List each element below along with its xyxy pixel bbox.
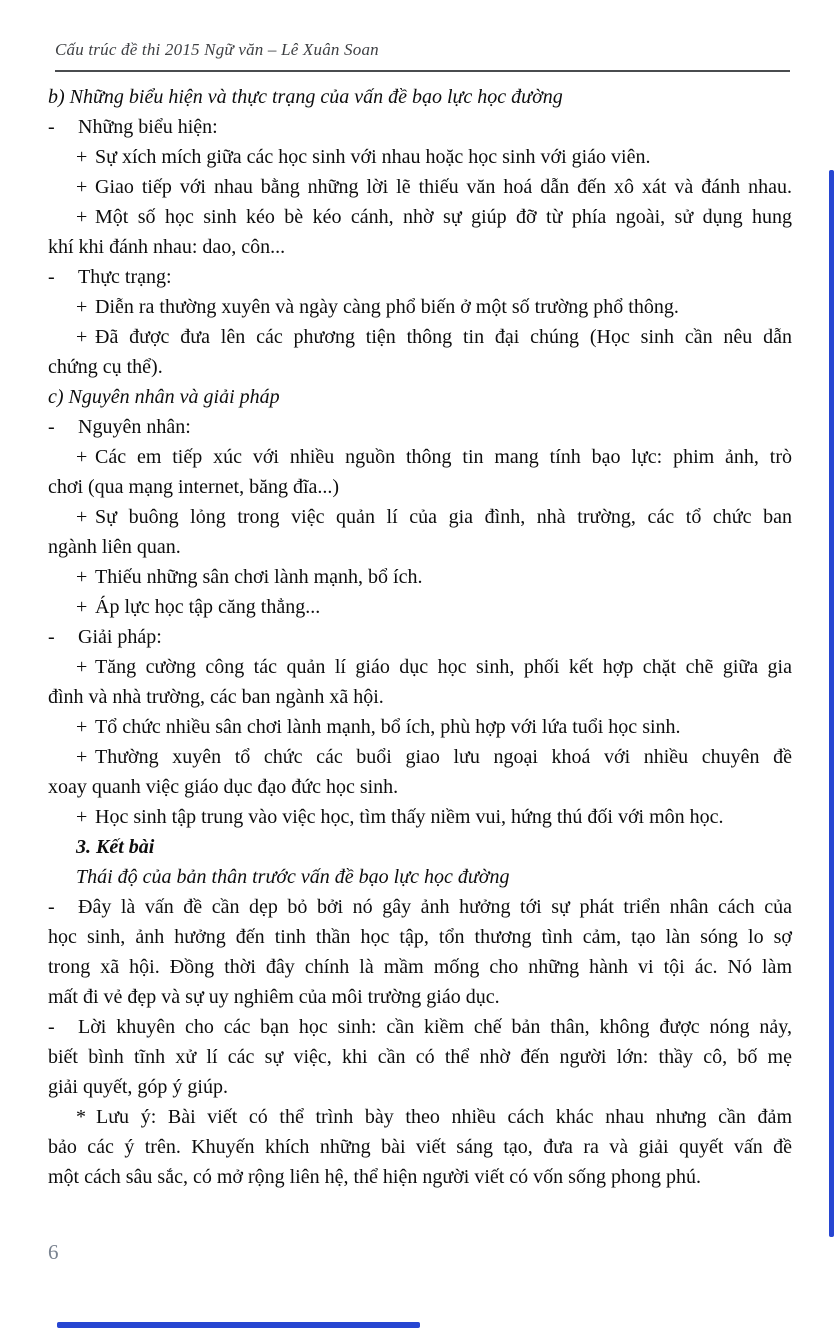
text-line: [48, 1162, 792, 1192]
list-marker: +: [76, 596, 88, 618]
horizontal-scrollbar-thumb[interactable]: [57, 1322, 420, 1328]
line-text: một cách sâu sắc, có mở rộng liên hệ, thể hiện người viết có vốn sống phong phú.: [48, 1166, 701, 1188]
text-line: [48, 952, 792, 982]
text-line: [48, 1012, 792, 1042]
text-line: [48, 172, 792, 202]
list-marker: +: [76, 326, 88, 348]
text-line: [48, 982, 792, 1012]
line-text: Thực trạng:: [78, 266, 172, 288]
list-marker: -: [48, 416, 55, 438]
line-text: ngành liên quan.: [48, 536, 181, 558]
text-line: [48, 862, 792, 892]
text-line: [48, 832, 792, 862]
line-text: Đã được đưa lên các phương tiện thông tin đại chúng (Học sinh cần nêu dẫn: [95, 326, 792, 348]
text-line: [48, 292, 792, 322]
line-text: Lưu ý: Bài viết có thể trình bày theo nhiều cách khác nhau nhưng cần đảm: [96, 1106, 792, 1128]
list-marker: *: [76, 1106, 86, 1128]
line-text: Thiếu những sân chơi lành mạnh, bổ ích.: [95, 566, 423, 588]
line-text: Sự buông lỏng trong việc quản lí của gia đình, nhà trường, các tổ chức ban: [95, 506, 792, 528]
text-line: [48, 802, 792, 832]
list-marker: +: [76, 146, 88, 168]
text-line: [48, 232, 792, 262]
text-line: [48, 502, 792, 532]
line-text: Các em tiếp xúc với nhiều nguồn thông tin mang tính bạo lực: phim ảnh, trò: [95, 446, 792, 468]
text-line: [48, 202, 792, 232]
line-text: Những biểu hiện:: [78, 116, 218, 138]
line-text: Học sinh tập trung vào việc học, tìm thấy niềm vui, hứng thú đối với môn học.: [95, 806, 724, 828]
page-number: 6: [48, 1240, 59, 1264]
line-text: Đây là vấn đề cần dẹp bỏ bởi nó gây ảnh hưởng tới sự phát triển nhân cách của: [78, 896, 792, 918]
header-rule: [55, 70, 790, 72]
line-text: học sinh, ảnh hưởng đến tinh thần học tập, tổn thương tình cảm, tạo làn sóng lo sợ: [48, 926, 792, 948]
line-text: trong xã hội. Đồng thời đây chính là mầm mống cho những hành vi tội ác. Nó làm: [48, 956, 792, 978]
line-text: Tăng cường công tác quản lí giáo dục học sinh, phối kết hợp chặt chẽ giữa gia: [95, 656, 792, 678]
list-marker: +: [76, 446, 88, 468]
list-marker: +: [76, 296, 88, 318]
list-marker: -: [48, 266, 55, 288]
text-line: [48, 112, 792, 142]
text-line: [48, 592, 792, 622]
line-text: Áp lực học tập căng thẳng...: [95, 596, 321, 618]
text-line: [48, 442, 792, 472]
list-marker: +: [76, 506, 88, 528]
text-line: [48, 1102, 792, 1132]
vertical-scrollbar-thumb[interactable]: [829, 170, 834, 1237]
text-line: [48, 142, 792, 172]
line-text: Tổ chức nhiều sân chơi lành mạnh, bổ ích, phù hợp với lứa tuổi học sinh.: [95, 716, 681, 738]
line-text: xoay quanh việc giáo dục đạo đức học sinh.: [48, 776, 399, 798]
text-line: [48, 682, 792, 712]
line-text: Nguyên nhân:: [78, 416, 191, 438]
text-line: [48, 322, 792, 352]
line-text: biết bình tĩnh xử lí các sự việc, khi cần có thể nhờ đến người lớn: thầy cô, bố mẹ: [48, 1046, 792, 1068]
line-text: 3. Kết bài: [76, 836, 155, 858]
line-text: chơi (qua mạng internet, băng đĩa...): [48, 476, 340, 498]
text-line: [48, 922, 792, 952]
line-text: c) Nguyên nhân và giải pháp: [48, 386, 280, 408]
text-line: [48, 382, 792, 412]
text-line: [48, 772, 792, 802]
list-marker: +: [76, 656, 88, 678]
text-line: [48, 1072, 792, 1102]
text-line: [48, 262, 792, 292]
text-line: [48, 1042, 792, 1072]
text-line: [48, 532, 792, 562]
line-text: Một số học sinh kéo bè kéo cánh, nhờ sự giúp đỡ từ phía ngoài, sử dụng hung: [95, 206, 792, 228]
line-text: Thái độ của bản thân trước vấn đề bạo lực học đường: [76, 866, 510, 888]
list-marker: -: [48, 1016, 55, 1038]
list-marker: +: [76, 206, 88, 228]
text-line: [48, 892, 792, 922]
line-text: chứng cụ thể).: [48, 356, 163, 378]
list-marker: +: [76, 806, 88, 828]
list-marker: -: [48, 626, 55, 648]
document-body: [48, 82, 792, 1192]
line-text: bảo các ý trên. Khuyến khích những bài viết sáng tạo, đưa ra và giải quyết vấn đề: [48, 1136, 792, 1158]
text-line: [48, 412, 792, 442]
text-line: [48, 652, 792, 682]
line-text: Giải pháp:: [78, 626, 162, 648]
list-marker: +: [76, 566, 88, 588]
line-text: khí khi đánh nhau: dao, côn...: [48, 236, 286, 258]
list-marker: +: [76, 746, 88, 768]
line-text: mất đi vẻ đẹp và sự uy nghiêm của môi trường giáo dục.: [48, 986, 500, 1008]
text-line: [48, 562, 792, 592]
list-marker: -: [48, 896, 55, 918]
list-marker: -: [48, 116, 55, 138]
text-line: [48, 622, 792, 652]
line-text: Giao tiếp với nhau bằng những lời lẽ thiếu văn hoá dẫn đến xô xát và đánh nhau.: [95, 176, 792, 198]
line-text: giải quyết, góp ý giúp.: [48, 1076, 228, 1098]
line-text: Diễn ra thường xuyên và ngày càng phổ biến ở một số trường phổ thông.: [95, 296, 679, 318]
line-text: Lời khuyên cho các bạn học sinh: cần kiềm chế bản thân, không được nóng nảy,: [78, 1016, 792, 1038]
line-text: Thường xuyên tổ chức các buổi giao lưu ngoại khoá với nhiều chuyên đề: [95, 746, 792, 768]
line-text: b) Những biểu hiện và thực trạng của vấn đề bạo lực học đường: [48, 86, 563, 108]
running-header-title: Cấu trúc đề thi 2015 Ngữ văn – Lê Xuân Soan: [55, 40, 379, 59]
text-line: [48, 82, 792, 112]
line-text: Sự xích mích giữa các học sinh với nhau hoặc học sinh với giáo viên.: [95, 146, 651, 168]
list-marker: +: [76, 716, 88, 738]
text-line: [48, 1132, 792, 1162]
list-marker: +: [76, 176, 88, 198]
text-line: [48, 352, 792, 382]
running-header: [55, 40, 790, 60]
line-text: đình và nhà trường, các ban ngành xã hội.: [48, 686, 384, 708]
text-line: [48, 712, 792, 742]
text-line: [48, 472, 792, 502]
text-line: [48, 742, 792, 772]
